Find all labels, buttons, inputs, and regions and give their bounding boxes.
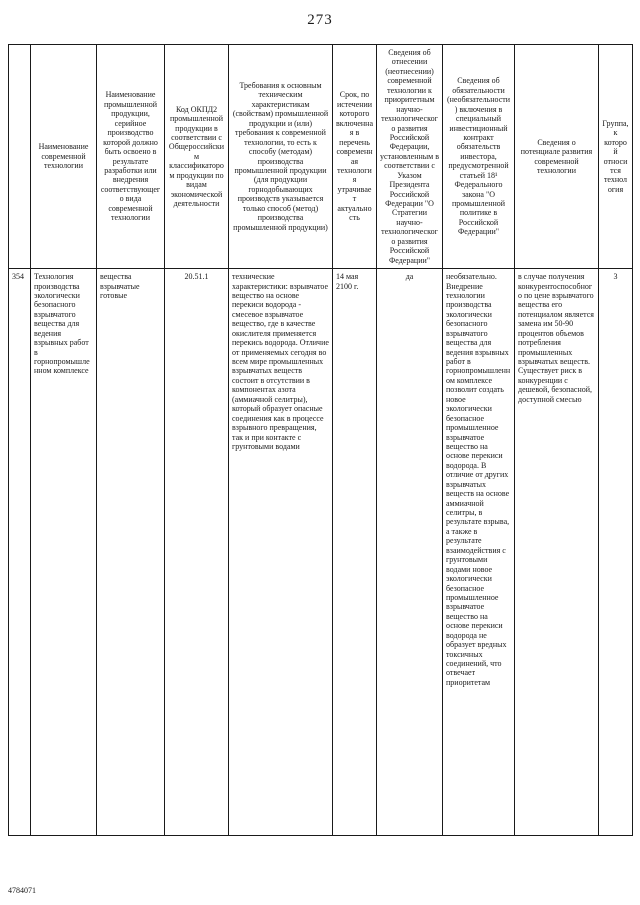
row-number: 354 <box>9 269 31 836</box>
page-number: 273 <box>307 12 333 28</box>
table-row <box>9 269 633 836</box>
header-cell-obligation: Сведения об обязательности (необязательности) включения в специальный инвестиционный контракт обязательств инвестора, предусмотренной статьей 18¹ Федерального закона "О промышленной политике в Российской Федерации" <box>443 45 515 269</box>
header-cell-group: Группа, к которой относится технология <box>599 45 633 269</box>
potential-text: в случае получения конкурентоспособного по цене взрывчатого вещества его потенциалом является замена им 50-90 процентов объемов потребления промышленных взрывчатых веществ. Существует риск в конкуренции с дешевой, безопасной, доступной смесью <box>515 269 599 836</box>
table-header-row <box>9 45 633 269</box>
header-cell-potential: Сведения о потенциале развития современной технологии <box>515 45 599 269</box>
header-cell-okpd2: Код ОКПД2 промышленной продукции в соответствии с Общероссийским классификатором продукции по видам экономической деятельности <box>165 45 229 269</box>
requirements-text: технические характеристики: взрывчатое вещество на основе перекиси водорода - смесевое взрывчатое вещество, где в качестве окислителя применяется перекись водорода. Отличие от применяемых сегодня во всем мире промышленных взрывчатых веществ состоит в отсутствии в компонентах азота (аммиачной селитры), который образует опасные соединения как в процессе взрывного превращения, так и при контакте с грунтовыми водами <box>229 269 333 836</box>
deadline-date: 14 мая 2100 г. <box>333 269 377 836</box>
priority-flag: да <box>377 269 443 836</box>
header-cell-priority: Сведения об отнесении (неотнесении) современной технологии к приоритетным научно-технологического развития Российской Федерации, установленным в соответствии с Указом Президента Российской Федерации "О Стратегии научно-технологического развития Российской Федерации" <box>377 45 443 269</box>
group-number: 3 <box>599 269 633 836</box>
obligation-text: необязательно. Внедрение технологии производства экологически безопасного взрывчатого вещества для ведения взрывных работ в горнопромышленном комплексе позволит создать новое экологически безопасное промышленное взрывчатое вещество на основе перекиси водорода. В отличие от других взрывчатых веществ на основе аммиачной селитры, в результате взрыва, а также в результате взаимодействия с грунтовыми водами новое экологически безопасное промышленное взрывчатое вещество на основе перекиси водорода не образует вредных токсичных соединений, что отвечает приоритетам <box>443 269 515 836</box>
okpd2-code: 20.51.1 <box>165 269 229 836</box>
header-cell-num <box>9 45 31 269</box>
product-name: вещества взрывчатые готовые <box>97 269 165 836</box>
header-cell-technology: Наименование современной технологии <box>31 45 97 269</box>
technology-name: Технология производства экологически безопасного взрывчатого вещества для ведения взрывных работ в горнопромышленном комплексе <box>31 269 97 836</box>
header-cell-product: Наименование промышленной продукции, серийное производство которой должно быть освоено в результате разработки или внедрения соответствующего вида современной технологии <box>97 45 165 269</box>
header-cell-deadline: Срок, по истечении которого включенная в перечень современная технология утрачивает актуальность <box>333 45 377 269</box>
technology-table <box>8 44 633 836</box>
header-cell-requirements: Требования к основным техническим характеристикам (свойствам) промышленной продукции и (или) требования к современной технологии, то есть к способу (методам) производства промышленной продукции (для продукции горнодобывающих производств указывается только способ (метод) производства промышленной продукции) <box>229 45 333 269</box>
document-id: 4784071 <box>8 886 36 895</box>
